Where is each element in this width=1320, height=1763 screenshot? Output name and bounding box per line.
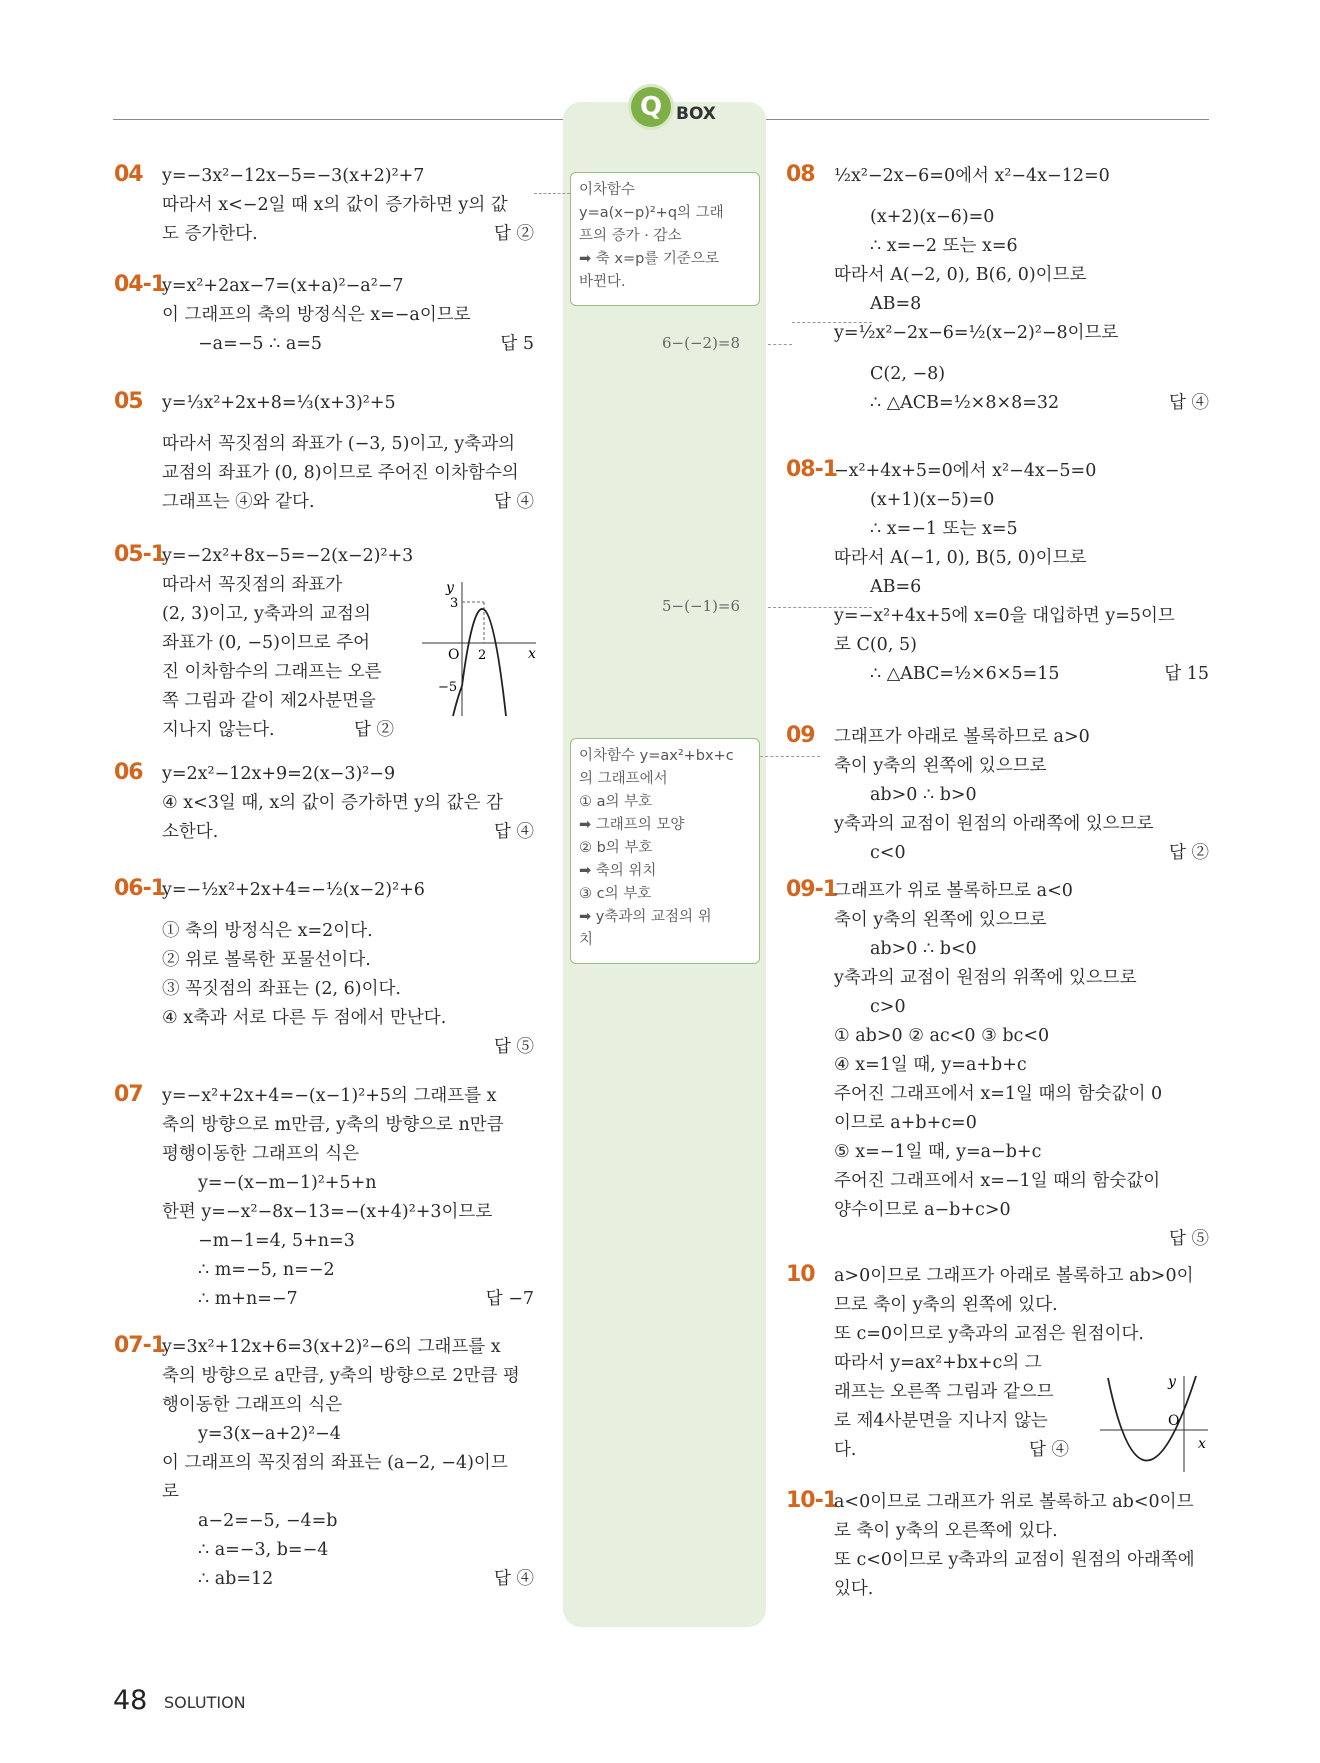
tick-label-neg5: −5	[438, 680, 458, 695]
problem-number: 07	[114, 1082, 143, 1107]
answer-badge: 답 ④	[494, 1569, 534, 1589]
solution-line	[834, 964, 1209, 993]
origin-label: O	[1168, 1413, 1180, 1429]
note-line: 의 그래프에서	[579, 771, 668, 787]
problem-04	[114, 162, 534, 249]
solution-text: 따라서 꼭짓점의 좌표가 (−3, 5)이고, y축과의	[162, 434, 515, 454]
note-line: 이차함수 y=ax²+bx+c	[579, 748, 734, 764]
note-line: ③ c의 부호	[579, 886, 652, 902]
solution-line	[162, 1391, 534, 1420]
problem-08	[786, 162, 1209, 418]
problem-06	[114, 760, 534, 847]
solution-text: 로 축이 y축의 오른쪽에 있다.	[834, 1521, 1058, 1541]
solution-text: y=x²+2ax−7=(x+a)²−a²−7	[162, 276, 404, 296]
solution-line	[162, 946, 534, 975]
solution-text: 평행이동한 그래프의 식은	[162, 1144, 360, 1164]
note-line: 프의 증가 · 감소	[579, 228, 682, 244]
solution-text: ∴ x=−1 또는 x=5	[870, 519, 1018, 539]
solution-line	[162, 975, 534, 1004]
note-line: 치	[579, 932, 594, 948]
solution-line	[162, 418, 534, 430]
solution-text: y=−½x²+2x+4=−½(x−2)²+6	[162, 880, 425, 900]
problem-08-1	[786, 457, 1209, 689]
solution-text: ∴ △ABC=½×6×5=15	[870, 664, 1060, 684]
qbox-calc-ab-081: 5−(−1)=6	[662, 597, 741, 615]
solution-line	[834, 1517, 1209, 1546]
solution-text: AB=8	[870, 294, 922, 314]
problem-number: 08	[786, 162, 815, 187]
solution-text: 로 제4사분면을 지나지 않는	[834, 1411, 1048, 1431]
solution-text: 로	[162, 1482, 179, 1502]
solution-line	[162, 301, 534, 330]
solution-text: 양수이므로 a−b+c>0	[834, 1200, 1011, 1220]
problem-number: 08-1	[786, 457, 838, 482]
solution-text: ∴ △ACB=½×8×8=32	[870, 393, 1060, 413]
solution-text: (x+2)(x−6)=0	[870, 207, 995, 227]
problem-number: 10-1	[786, 1488, 838, 1513]
solution-line	[162, 760, 534, 789]
solution-line	[162, 389, 534, 418]
solution-line	[834, 203, 1209, 232]
solution-text: 그래프가 아래로 볼록하므로 a>0	[834, 727, 1090, 747]
solution-line	[162, 1256, 534, 1285]
solution-text: ④ x<3일 때, x의 값이 증가하면 y의 값은 감	[162, 793, 503, 813]
solution-line	[834, 544, 1209, 573]
solution-text: 축이 y축의 왼쪽에 있으므로	[834, 910, 1047, 930]
solution-line	[834, 1575, 1209, 1604]
problem-10	[786, 1262, 1209, 1465]
solution-text: (2, 3)이고, y축과의 교점의	[162, 604, 371, 624]
solution-line	[162, 1082, 534, 1111]
problem-number: 06-1	[114, 876, 166, 901]
problem-07-1	[114, 1333, 534, 1594]
solution-line	[162, 191, 534, 220]
solution-text: 그래프는 ④와 같다.	[162, 492, 315, 512]
solution-line	[162, 1111, 534, 1140]
answer-badge: 답 ⑤	[1169, 1229, 1209, 1249]
problem-10-1	[786, 1488, 1209, 1604]
solution-text: ② 위로 볼록한 포물선이다.	[162, 950, 371, 970]
note-line: 이차함수	[579, 182, 636, 198]
problem-number: 05	[114, 389, 143, 414]
solution-text: C(2, −8)	[870, 364, 946, 384]
solution-text: ∴ m+n=−7	[198, 1289, 298, 1309]
solution-line	[162, 1285, 534, 1314]
solution-text: ½x²−2x−6=0에서 x²−4x−12=0	[834, 166, 1110, 186]
solution-line	[834, 781, 1209, 810]
solution-line	[162, 459, 534, 488]
solution-text: 축이 y축의 왼쪽에 있으므로	[834, 756, 1047, 776]
axis-label-x: x	[1198, 1436, 1206, 1452]
solution-text: 로 C(0, 5)	[834, 635, 917, 655]
solution-text: y축과의 교점이 원점의 아래쪽에 있으므로	[834, 814, 1154, 834]
solution-line	[162, 1033, 534, 1057]
solution-line	[834, 660, 1209, 689]
solution-line	[162, 629, 534, 658]
axis-label-x: x	[528, 646, 536, 662]
solution-line	[834, 1196, 1209, 1225]
answer-badge: 답 ④	[494, 822, 534, 842]
solution-text: 그래프가 위로 볼록하므로 a<0	[834, 881, 1073, 901]
solution-line	[162, 162, 534, 191]
solution-line	[834, 1225, 1209, 1249]
solution-text: 축의 방향으로 a만큼, y축의 방향으로 2만큼 평	[162, 1366, 520, 1386]
solution-text: 행이동한 그래프의 식은	[162, 1395, 343, 1415]
solution-line	[834, 839, 1209, 868]
solution-line	[162, 220, 534, 249]
solution-text: 쪽 그림과 같이 제2사분면을	[162, 691, 376, 711]
solution-line	[834, 1022, 1209, 1051]
solution-text: 주어진 그래프에서 x=1일 때의 함숫값이 0	[834, 1084, 1163, 1104]
answer-badge: 답 ④	[1029, 1440, 1069, 1460]
solution-line	[162, 430, 534, 459]
solution-line	[834, 906, 1209, 935]
solution-text: 래프는 오른쪽 그림과 같으므	[834, 1382, 1054, 1402]
solution-line	[834, 457, 1209, 486]
solution-line	[834, 602, 1209, 631]
solution-text: 이므로 a+b+c=0	[834, 1113, 977, 1133]
solution-text: 주어진 그래프에서 x=−1일 때의 함숫값이	[834, 1171, 1161, 1191]
tick-label-2: 2	[478, 648, 487, 663]
solution-line	[162, 600, 534, 629]
solution-text: AB=6	[870, 577, 922, 597]
footer-label: SOLUTION	[164, 1693, 246, 1712]
solution-text: ab>0 ∴ b>0	[870, 785, 977, 805]
solution-text: 또 c=0이므로 y축과의 교점은 원점이다.	[834, 1324, 1144, 1344]
solution-line	[834, 290, 1209, 319]
problem-04-1	[114, 272, 534, 359]
solution-line	[162, 876, 534, 905]
solution-text: ⑤ x=−1일 때, y=a−b+c	[834, 1142, 1042, 1162]
note-line: y=a(x−p)²+q의 그래	[579, 205, 724, 221]
solution-text: c<0	[870, 843, 906, 863]
answer-badge: 답 −7	[485, 1289, 534, 1309]
solution-text: (x+1)(x−5)=0	[870, 490, 995, 510]
solution-text: 따라서 꼭짓점의 좌표가	[162, 575, 343, 595]
problem-05-1	[114, 542, 534, 745]
origin-label: O	[448, 647, 460, 663]
solution-line	[162, 1227, 534, 1256]
header-rule-left	[113, 119, 563, 120]
solution-text: 따라서 x<−2일 때 x의 값이 증가하면 y의 값	[162, 195, 508, 215]
solution-text: ∴ a=−3, b=−4	[198, 1540, 329, 1560]
solution-text: 이 그래프의 축의 방정식은 x=−a이므로	[162, 305, 471, 325]
problem-06-1	[114, 876, 534, 1057]
solution-line	[162, 687, 534, 716]
note-line: ➡ 축의 위치	[579, 863, 657, 879]
header-rule-right	[766, 119, 1209, 120]
solution-line	[162, 716, 534, 745]
solution-text: 다.	[834, 1440, 857, 1460]
solution-line	[162, 1536, 534, 1565]
solution-text: y=−3x²−12x−5=−3(x+2)²+7	[162, 166, 425, 186]
solution-line	[834, 1262, 1209, 1291]
problem-number: 05-1	[114, 542, 166, 567]
solution-line	[834, 810, 1209, 839]
solution-text: ④ x=1일 때, y=a+b+c	[834, 1055, 1027, 1075]
solution-line	[834, 1378, 1209, 1407]
note-line: ② b의 부호	[579, 840, 653, 856]
solution-line	[162, 1198, 534, 1227]
answer-badge: 답 ⑤	[494, 1037, 534, 1057]
note-line: ➡ y축과의 교점의 위	[579, 909, 712, 925]
solution-text: ∴ m=−5, n=−2	[198, 1260, 335, 1280]
note-leader-line	[760, 756, 820, 757]
tick-label-3: 3	[450, 596, 459, 611]
solution-text: y=−x²+2x+4=−(x−1)²+5의 그래프를 x	[162, 1086, 497, 1106]
solution-text: 도 증가한다.	[162, 224, 258, 244]
solution-line	[834, 723, 1209, 752]
solution-text: c>0	[870, 997, 906, 1017]
solution-line	[834, 1488, 1209, 1517]
solution-line	[162, 905, 534, 917]
solution-line	[834, 360, 1209, 389]
answer-badge: 답 15	[1164, 664, 1209, 684]
answer-badge: 답 ②	[494, 224, 534, 244]
solution-text: y=3x²+12x+6=3(x+2)²−6의 그래프를 x	[162, 1337, 501, 1357]
solution-text: ∴ x=−2 또는 x=6	[870, 236, 1018, 256]
solution-line	[834, 232, 1209, 261]
solution-line	[162, 571, 534, 600]
problem-05	[114, 389, 534, 517]
qbox-label: BOX	[676, 104, 716, 124]
solution-text: 소한다.	[162, 822, 219, 842]
note-line: ➡ 축 x=p를 기준으로	[579, 251, 719, 267]
solution-text: ab>0 ∴ b<0	[870, 939, 977, 959]
solution-line	[834, 486, 1209, 515]
solution-line	[162, 1507, 534, 1536]
solution-line	[834, 261, 1209, 290]
solution-line	[162, 1362, 534, 1391]
solution-text: y=3(x−a+2)²−4	[198, 1424, 341, 1444]
solution-text: y=−2x²+8x−5=−2(x−2)²+3	[162, 546, 414, 566]
solution-text: ① ab>0 ② ac<0 ③ bc<0	[834, 1026, 1050, 1046]
solution-text: 있다.	[834, 1579, 874, 1599]
solution-text: 축의 방향으로 m만큼, y축의 방향으로 n만큼	[162, 1115, 504, 1135]
solution-line	[834, 1051, 1209, 1080]
problem-07	[114, 1082, 534, 1314]
solution-text: −x²+4x+5=0에서 x²−4x−5=0	[834, 461, 1097, 481]
page-number: 48	[113, 1685, 148, 1716]
solution-line	[834, 319, 1209, 348]
solution-text: y=−(x−m−1)²+5+n	[198, 1173, 377, 1193]
solution-line	[162, 818, 534, 847]
solution-text: a<0이므로 그래프가 위로 볼록하고 ab<0이므	[834, 1492, 1194, 1512]
solution-line	[162, 330, 534, 359]
solution-line	[834, 1407, 1209, 1436]
problem-number: 07-1	[114, 1333, 166, 1358]
problem-09	[786, 723, 1209, 868]
solution-line	[834, 389, 1209, 418]
solution-text: 진 이차함수의 그래프는 오른	[162, 662, 382, 682]
solution-text: 좌표가 (0, −5)이므로 주어	[162, 633, 371, 653]
solution-line	[162, 542, 534, 571]
solution-text: 교점의 좌표가 (0, 8)이므로 주어진 이차함수의	[162, 463, 519, 483]
solution-line	[162, 1420, 534, 1449]
solution-line	[162, 1565, 534, 1594]
solution-line	[834, 1291, 1209, 1320]
note-leader-line	[534, 193, 570, 194]
answer-badge: 답 ②	[354, 720, 394, 740]
problem-09-1	[786, 877, 1209, 1249]
solution-line	[834, 993, 1209, 1022]
solution-line	[162, 1004, 534, 1033]
problem-number: 09-1	[786, 877, 838, 902]
solution-text: −a=−5 ∴ a=5	[198, 334, 323, 354]
solution-text: ∴ ab=12	[198, 1569, 274, 1589]
solution-line	[834, 631, 1209, 660]
solution-text: 한편 y=−x²−8x−13=−(x+4)²+3이므로	[162, 1202, 493, 1222]
qbox-calc-ab-08: 6−(−2)=8	[662, 334, 741, 352]
problem-number: 04-1	[114, 272, 166, 297]
solution-text: 따라서 A(−2, 0), B(6, 0)이므로	[834, 265, 1087, 285]
solution-text: ① 축의 방정식은 x=2이다.	[162, 921, 373, 941]
solution-text: a>0이므로 그래프가 아래로 볼록하고 ab>0이	[834, 1266, 1194, 1286]
qbox-logo-icon: Q	[628, 84, 674, 130]
solution-text: 이 그래프의 꼭짓점의 좌표는 (a−2, −4)이므	[162, 1453, 508, 1473]
note-line: ① a의 부호	[579, 794, 653, 810]
solution-line	[834, 1167, 1209, 1196]
axis-label-y: y	[446, 580, 454, 596]
answer-badge: 답 ②	[1169, 843, 1209, 863]
solution-line	[834, 1436, 1209, 1465]
solution-line	[834, 935, 1209, 964]
solution-line	[162, 488, 534, 517]
solution-line	[834, 1320, 1209, 1349]
solution-line	[834, 1109, 1209, 1138]
solution-line	[162, 1449, 534, 1478]
solution-text: a−2=−5, −4=b	[198, 1511, 338, 1531]
solution-line	[834, 1080, 1209, 1109]
solution-line	[162, 272, 534, 301]
solution-line	[834, 1349, 1209, 1378]
problem-number: 09	[786, 723, 815, 748]
note-line: 바뀐다.	[579, 274, 626, 290]
answer-badge: 답 ④	[1169, 393, 1209, 413]
solution-text: 므로 축이 y축의 왼쪽에 있다.	[834, 1295, 1058, 1315]
solution-line	[834, 348, 1209, 360]
problem-number: 06	[114, 760, 143, 785]
problem-number: 04	[114, 162, 143, 187]
solution-text: 또 c<0이므로 y축과의 교점이 원점의 아래쪽에	[834, 1550, 1195, 1570]
note-line: ➡ 그래프의 모양	[579, 817, 685, 833]
solution-line	[162, 1478, 534, 1507]
solution-line	[834, 877, 1209, 906]
qbox-note-coefficients	[570, 738, 760, 964]
solution-line	[162, 1333, 534, 1362]
solution-line	[834, 1546, 1209, 1575]
solution-text: 따라서 A(−1, 0), B(5, 0)이므로	[834, 548, 1087, 568]
solution-line	[834, 162, 1209, 191]
solution-text: ④ x축과 서로 다른 두 점에서 만난다.	[162, 1008, 447, 1028]
solution-line	[162, 1140, 534, 1169]
solution-text: −m−1=4, 5+n=3	[198, 1231, 355, 1251]
answer-badge: 답 5	[500, 334, 534, 354]
solution-text: ③ 꼭짓점의 좌표는 (2, 6)이다.	[162, 979, 401, 999]
solution-line	[834, 1138, 1209, 1167]
problem-number: 10	[786, 1262, 815, 1287]
solution-text: y=⅓x²+2x+8=⅓(x+3)²+5	[162, 393, 396, 413]
answer-badge: 답 ④	[494, 492, 534, 512]
solution-line	[162, 1169, 534, 1198]
solution-text: y=½x²−2x−6=½(x−2)²−8이므로	[834, 323, 1119, 343]
solution-text: 따라서 y=ax²+bx+c의 그	[834, 1353, 1042, 1373]
axis-label-y: y	[1168, 1374, 1176, 1390]
solution-text: y축과의 교점이 원점의 위쪽에 있으므로	[834, 968, 1137, 988]
calc-leader-line	[768, 344, 792, 345]
qbox-note-vertex-form	[570, 172, 760, 306]
solution-line	[834, 191, 1209, 203]
solution-text: 지나지 않는다.	[162, 720, 275, 740]
solution-text: y=2x²−12x+9=2(x−3)²−9	[162, 764, 396, 784]
solution-line	[162, 789, 534, 818]
solution-line	[834, 573, 1209, 602]
solution-text: y=−x²+4x+5에 x=0을 대입하면 y=5이므	[834, 606, 1175, 626]
solution-line	[162, 658, 534, 687]
solution-line	[834, 752, 1209, 781]
solution-line	[834, 515, 1209, 544]
solution-line	[162, 917, 534, 946]
